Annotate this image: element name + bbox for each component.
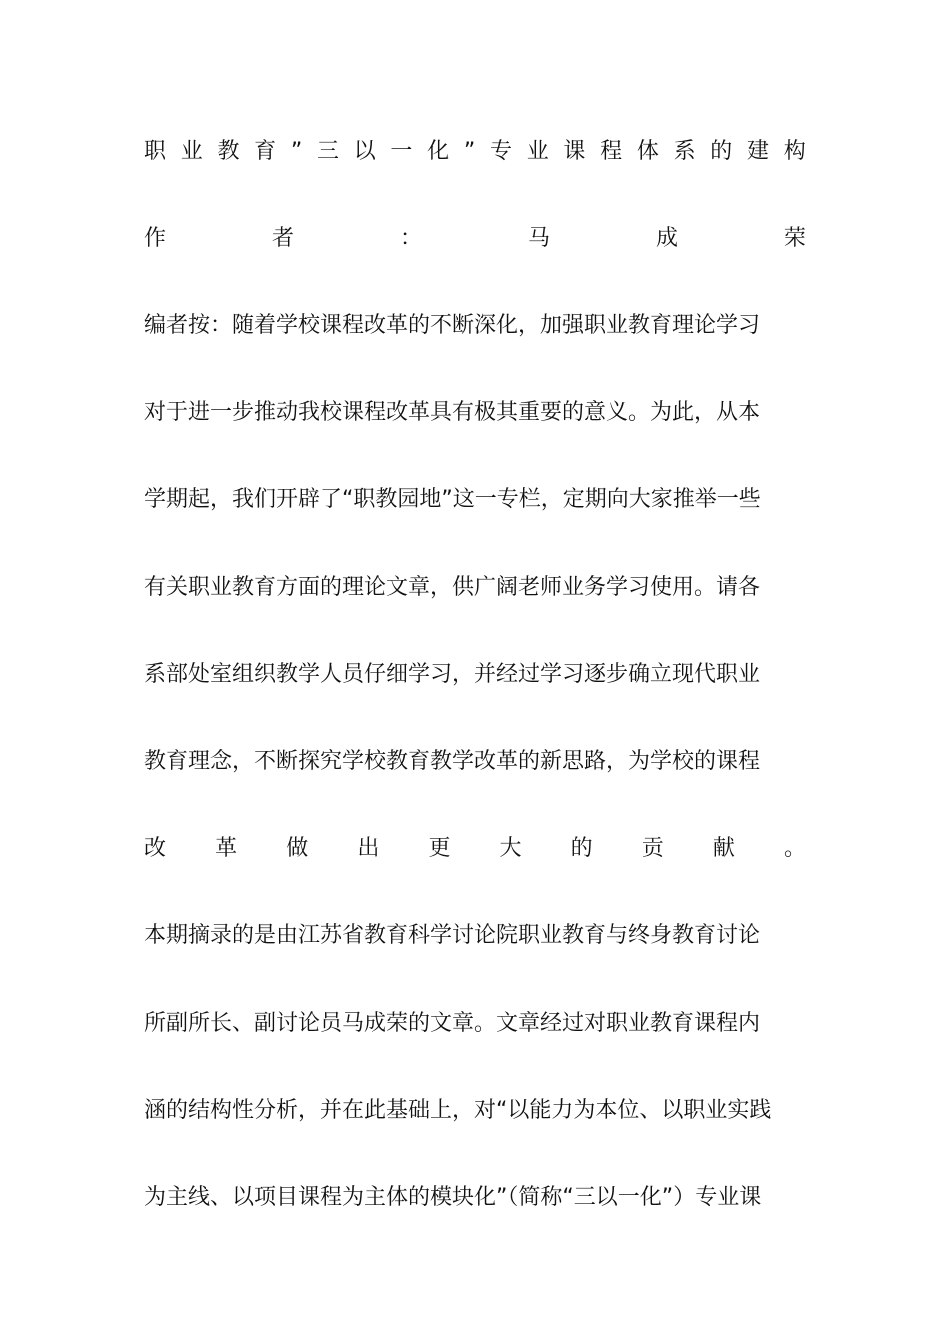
paragraph-line: 教育理念，不断探究学校教育教学改革的新思路，为学校的课程 xyxy=(144,749,761,774)
paragraph-line: 改 革 做 出 更 大 的 贡 献 。 xyxy=(144,836,806,861)
document-title: 职 业 教 育 ” 三 以 一 化 ” 专 业 课 程 体 系 的 建 构 xyxy=(144,139,806,164)
author-line: 作 者 ： 马 成 荣 xyxy=(144,226,806,251)
paragraph-line: 有关职业教育方面的理论文章，供广阔老师业务学习使用。请各 xyxy=(144,575,761,600)
paragraph-line: 为主线、以项目课程为主体的模块化”（简称“三以一化”）专业课 xyxy=(144,1185,762,1210)
paragraph-line: 编者按：随着学校课程改革的不断深化，加强职业教育理论学习 xyxy=(144,313,761,338)
paragraph-line: 本期摘录的是由江苏省教育科学讨论院职业教育与终身教育讨论 xyxy=(144,923,761,948)
paragraph-line: 所副所长、副讨论员马成荣的文章。文章经过对职业教育课程内 xyxy=(144,1011,761,1036)
paragraph-line: 涵的结构性分析，并在此基础上，对“以能力为本位、以职业实践 xyxy=(144,1098,772,1123)
paragraph-line: 学期起，我们开辟了“职教园地”这一专栏，定期向大家推举一些 xyxy=(144,487,761,512)
paragraph-line: 对于进一步推动我校课程改革具有极其重要的意义。为此，从本 xyxy=(144,400,761,425)
paragraph-line: 系部处室组织教学人员仔细学习，并经过学习逐步确立现代职业 xyxy=(144,662,761,687)
